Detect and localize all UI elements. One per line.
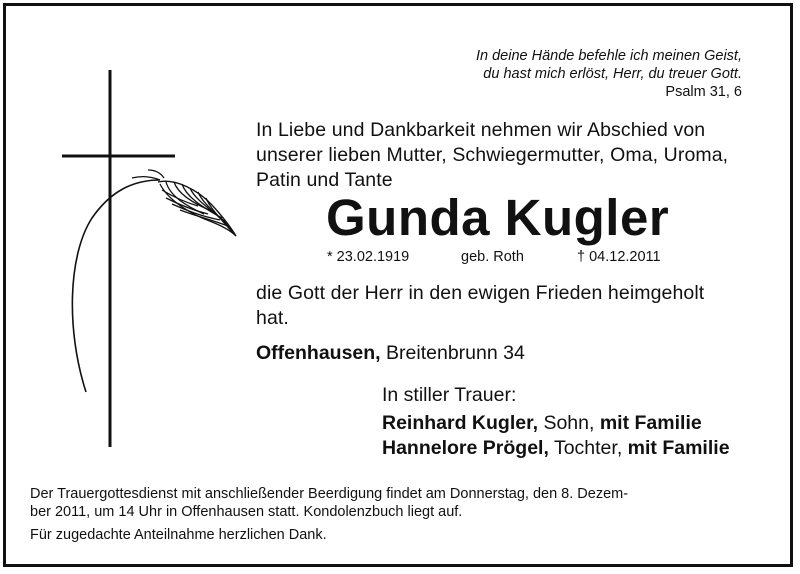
- statement-line-1: die Gott der Herr in den ewigen Frieden heimgeholt: [256, 282, 705, 304]
- mourner-relation: Sohn,: [543, 412, 595, 434]
- intro-line-1: In Liebe und Dankbarkeit nehmen wir Abschied von: [256, 119, 706, 141]
- mourner-name: Reinhard Kugler,: [382, 412, 539, 434]
- mourning-heading: In stiller Trauer:: [382, 384, 517, 406]
- mourner-family: mit Familie: [599, 412, 702, 434]
- death-date: † 04.12.2011: [577, 249, 661, 265]
- quote-line-2: du hast mich erlöst, Herr, du treuer Gott.: [483, 66, 742, 82]
- mourner-name: Hannelore Prögel,: [382, 437, 549, 459]
- footer-line-3: Für zugedachte Anteilnahme herzlichen Dank.: [30, 527, 327, 543]
- footer-line-2: ber 2011, um 14 Uhr in Offenhausen statt. Kondolenzbuch liegt auf.: [30, 504, 463, 520]
- address-street: Breitenbrunn 34: [386, 342, 525, 364]
- footer-line-1: Der Trauergottesdienst mit anschließender Beerdigung findet am Donnerstag, den 8. Dezem-: [30, 486, 629, 502]
- cross-icon: [62, 70, 175, 447]
- mourner-row: [382, 411, 702, 436]
- wheat-icon: [72, 170, 236, 392]
- birth-date: * 23.02.1919: [327, 249, 410, 265]
- mourner-relation: Tochter,: [553, 437, 623, 459]
- quote-line-1: In deine Hände befehle ich meinen Geist,: [475, 48, 742, 64]
- deceased-name: Gunda Kugler: [326, 189, 670, 246]
- mourner-row: [382, 436, 730, 461]
- intro-line-2: unserer lieben Mutter, Schwiegermutter, Oma, Uroma,: [256, 144, 729, 166]
- statement-line-2: hat.: [256, 307, 289, 329]
- intro-line-3: Patin und Tante: [256, 169, 393, 191]
- mourner-family: mit Familie: [627, 437, 730, 459]
- maiden-name: geb. Roth: [461, 249, 524, 265]
- address-town: Offenhausen,: [256, 342, 381, 364]
- address: [256, 341, 525, 366]
- quote-source: Psalm 31, 6: [665, 84, 742, 100]
